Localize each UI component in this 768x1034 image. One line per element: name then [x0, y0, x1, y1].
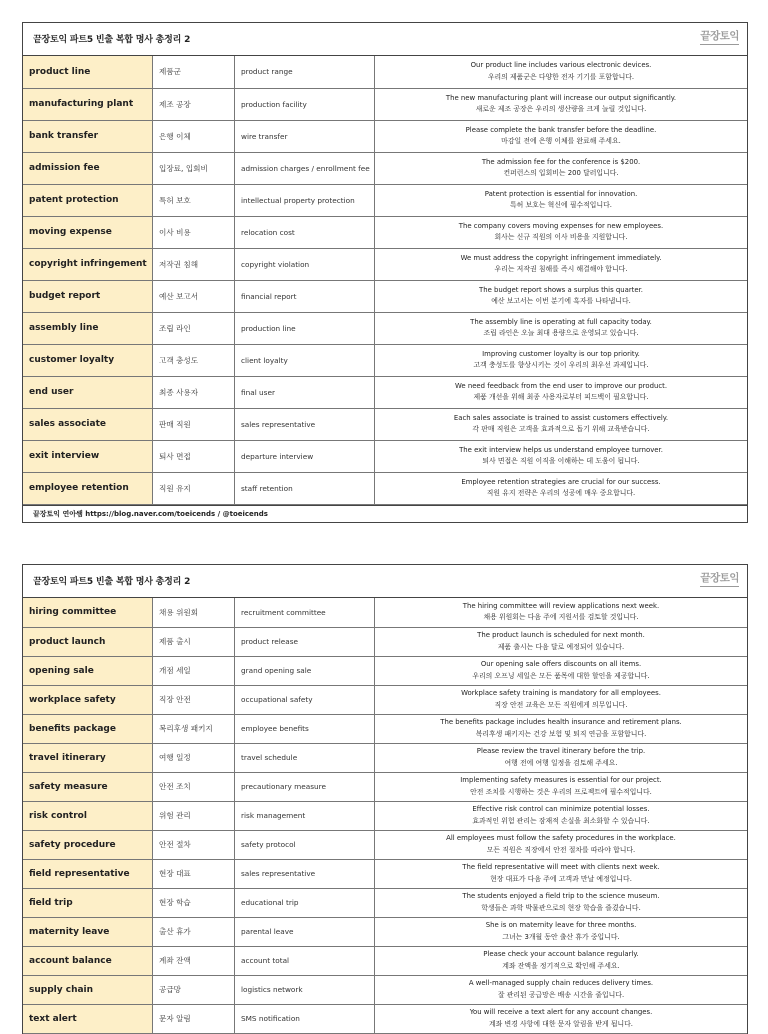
example-cell	[375, 408, 748, 440]
example-cell	[375, 184, 748, 216]
brand-logo: 끝장토익	[700, 28, 739, 45]
example-korean: 안전 조치를 시행하는 것은 우리의 프로젝트에 필수적입니다.	[470, 787, 652, 796]
synonym-cell: admission charges / enrollment fee	[235, 152, 375, 184]
example-korean: 우리의 제품군은 다양한 전자 기기를 포함합니다.	[487, 72, 635, 81]
korean-meaning-cell: 여행 일정	[153, 743, 235, 772]
korean-meaning-cell: 최종 사용자	[153, 376, 235, 408]
example-english: The new manufacturing plant will increase our output significantly.	[445, 93, 677, 102]
term-cell: admission fee	[23, 152, 153, 184]
example-cell	[375, 88, 748, 120]
korean-meaning-cell: 복리후생 패키지	[153, 714, 235, 743]
sheet-title: 끝장토익 파트5 빈출 복합 명사 총정리 2	[33, 577, 191, 587]
example-english: Implementing safety measures is essential for our project.	[460, 776, 662, 784]
term-cell: assembly line	[23, 312, 153, 344]
example-english: Our opening sale offers discounts on all items.	[480, 660, 642, 668]
vocab-table	[23, 56, 747, 505]
example-korean: 우리는 저작권 침해를 즉시 해결해야 합니다.	[494, 265, 628, 273]
example-cell	[375, 472, 748, 504]
korean-meaning-cell: 특허 보호	[153, 184, 235, 216]
table-row	[23, 216, 747, 248]
synonym-cell: production line	[235, 312, 375, 344]
example-cell	[375, 975, 748, 1004]
example-cell	[375, 152, 748, 184]
table-row	[23, 152, 747, 184]
example-english: The admission fee for the conference is $200.	[481, 157, 641, 166]
term-cell: copyright infringement	[23, 248, 153, 280]
term-cell: hiring committee	[23, 598, 153, 627]
example-english: Employee retention strategies are crucial for our success.	[461, 477, 661, 486]
korean-meaning-cell: 안전 조치	[153, 772, 235, 801]
korean-meaning-cell: 직장 안전	[153, 685, 235, 714]
korean-meaning-cell: 현장 대표	[153, 859, 235, 888]
table-row	[23, 714, 747, 743]
synonym-cell: intellectual property protection	[235, 184, 375, 216]
example-cell	[375, 714, 748, 743]
synonym-cell: product release	[235, 627, 375, 656]
table-row	[23, 184, 747, 216]
example-cell	[375, 440, 748, 472]
example-english: She is on maternity leave for three months.	[485, 921, 637, 929]
term-cell: workplace safety	[23, 685, 153, 714]
korean-meaning-cell: 제품 출시	[153, 627, 235, 656]
synonym-cell: financial report	[235, 280, 375, 312]
example-cell	[375, 598, 748, 627]
example-english: Effective risk control can minimize potential losses.	[472, 805, 650, 813]
example-cell	[375, 280, 748, 312]
example-english: The company covers moving expenses for new employees.	[458, 221, 664, 230]
example-cell	[375, 216, 748, 248]
example-english: The budget report shows a surplus this quarter.	[479, 285, 643, 294]
term-cell: text alert	[23, 1004, 153, 1033]
example-korean: 현장 대표가 다음 주에 고객과 만날 예정입니다.	[490, 874, 632, 883]
example-korean: 계좌 변경 사항에 대한 문자 알림을 받게 됩니다.	[489, 1019, 633, 1028]
example-korean: 직원 유지 전략은 우리의 성공에 매우 중요합니다.	[486, 489, 636, 497]
example-korean: 잘 관리된 공급망은 배송 시간을 줄입니다.	[497, 990, 625, 999]
table-row	[23, 376, 747, 408]
sheet-header	[23, 565, 747, 598]
example-korean: 조립 라인은 오늘 최대 용량으로 운영되고 있습니다.	[483, 329, 639, 337]
synonym-cell: recruitment committee	[235, 598, 375, 627]
example-cell	[375, 376, 748, 408]
table-row	[23, 248, 747, 280]
example-korean: 컨퍼런스의 입회비는 200 달러입니다.	[503, 169, 619, 177]
synonym-cell: safety protocol	[235, 830, 375, 859]
table-row	[23, 801, 747, 830]
synonym-cell: sales representative	[235, 859, 375, 888]
vocab-table	[23, 598, 747, 1034]
synonym-cell: staff retention	[235, 472, 375, 504]
example-cell	[375, 627, 748, 656]
table-row	[23, 344, 747, 376]
example-cell	[375, 743, 748, 772]
synonym-cell: client loyalty	[235, 344, 375, 376]
synonym-cell: travel schedule	[235, 743, 375, 772]
example-korean: 복리후생 패키지는 건강 보험 및 퇴직 연금을 포함합니다.	[475, 729, 647, 738]
synonym-cell: precautionary measure	[235, 772, 375, 801]
example-english: You will receive a text alert for any account changes.	[469, 1008, 653, 1016]
korean-meaning-cell: 이사 비용	[153, 216, 235, 248]
example-korean: 새로운 제조 공장은 우리의 생산량을 크게 늘릴 것입니다.	[475, 105, 647, 113]
korean-meaning-cell: 현장 학습	[153, 888, 235, 917]
sheet-footer	[23, 505, 747, 522]
example-english: We need feedback from the end user to improve our product.	[454, 381, 668, 390]
term-cell: field trip	[23, 888, 153, 917]
example-english: Please review the travel itinerary before the trip.	[476, 747, 646, 755]
synonym-cell: occupational safety	[235, 685, 375, 714]
korean-meaning-cell: 고객 충성도	[153, 344, 235, 376]
example-cell	[375, 801, 748, 830]
synonym-cell: departure interview	[235, 440, 375, 472]
example-cell	[375, 830, 748, 859]
term-cell: manufacturing plant	[23, 88, 153, 120]
synonym-cell: wire transfer	[235, 120, 375, 152]
example-english: Our product line includes various electronic devices.	[470, 61, 652, 70]
table-row	[23, 1004, 747, 1033]
sheet-header	[23, 23, 747, 56]
korean-meaning-cell: 계좌 잔액	[153, 946, 235, 975]
example-english: The students enjoyed a field trip to the science museum.	[462, 892, 660, 900]
synonym-cell: employee benefits	[235, 714, 375, 743]
example-korean: 그녀는 3개월 동안 출산 휴가 중입니다.	[502, 932, 620, 941]
example-cell	[375, 888, 748, 917]
synonym-cell: educational trip	[235, 888, 375, 917]
example-cell	[375, 917, 748, 946]
term-cell: product launch	[23, 627, 153, 656]
korean-meaning-cell: 개점 세일	[153, 656, 235, 685]
korean-meaning-cell: 저작권 침해	[153, 248, 235, 280]
synonym-cell: grand opening sale	[235, 656, 375, 685]
term-cell: account balance	[23, 946, 153, 975]
example-english: The field representative will meet with clients next week.	[462, 863, 660, 871]
vocab-sheet	[22, 564, 748, 1034]
term-cell: product line	[23, 56, 153, 88]
example-english: Workplace safety training is mandatory for all employees.	[461, 689, 661, 697]
example-korean: 특허 보호는 혁신에 필수적입니다.	[510, 201, 612, 209]
term-cell: patent protection	[23, 184, 153, 216]
example-cell	[375, 685, 748, 714]
example-english: We must address the copyright infringement immediately.	[460, 253, 662, 262]
korean-meaning-cell: 출산 휴가	[153, 917, 235, 946]
example-english: A well-managed supply chain reduces delivery times.	[468, 979, 654, 987]
example-korean: 예산 보고서는 이번 분기에 흑자를 나타냅니다.	[491, 297, 631, 305]
example-english: Please check your account balance regularly.	[483, 950, 639, 958]
example-cell	[375, 248, 748, 280]
term-cell: customer loyalty	[23, 344, 153, 376]
term-cell: supply chain	[23, 975, 153, 1004]
table-row	[23, 472, 747, 504]
synonym-cell: sales representative	[235, 408, 375, 440]
example-korean: 효과적인 위험 관리는 잠재적 손실을 최소화할 수 있습니다.	[472, 816, 650, 825]
term-cell: benefits package	[23, 714, 153, 743]
example-english: Improving customer loyalty is our top priority.	[482, 349, 640, 358]
term-cell: risk control	[23, 801, 153, 830]
term-cell: sales associate	[23, 408, 153, 440]
table-row	[23, 685, 747, 714]
korean-meaning-cell: 제조 공장	[153, 88, 235, 120]
table-row	[23, 440, 747, 472]
korean-meaning-cell: 퇴사 면접	[153, 440, 235, 472]
table-row	[23, 743, 747, 772]
table-row	[23, 830, 747, 859]
example-cell	[375, 859, 748, 888]
table-row	[23, 312, 747, 344]
vocab-sheet	[22, 22, 748, 523]
korean-meaning-cell: 판매 직원	[153, 408, 235, 440]
synonym-cell: risk management	[235, 801, 375, 830]
example-korean: 제품 출시는 다음 달로 예정되어 있습니다.	[497, 642, 625, 651]
term-cell: maternity leave	[23, 917, 153, 946]
table-row	[23, 598, 747, 627]
table-row	[23, 888, 747, 917]
example-cell	[375, 946, 748, 975]
example-cell	[375, 56, 748, 88]
example-english: Please complete the bank transfer before the deadline.	[465, 125, 657, 134]
example-english: All employees must follow the safety procedures in the workplace.	[446, 834, 676, 842]
korean-meaning-cell: 안전 절차	[153, 830, 235, 859]
term-cell: opening sale	[23, 656, 153, 685]
term-cell: safety procedure	[23, 830, 153, 859]
example-korean: 직장 안전 교육은 모든 직원에게 의무입니다.	[494, 700, 628, 709]
example-english: The exit interview helps us understand employee turnover.	[459, 445, 663, 454]
table-row	[23, 56, 747, 88]
example-english: Patent protection is essential for innovation.	[484, 189, 638, 198]
synonym-cell: account total	[235, 946, 375, 975]
example-korean: 마감일 전에 은행 이체를 완료해 주세요.	[501, 137, 621, 145]
korean-meaning-cell: 위험 관리	[153, 801, 235, 830]
korean-meaning-cell: 예산 보고서	[153, 280, 235, 312]
example-cell	[375, 120, 748, 152]
korean-meaning-cell: 채용 위원회	[153, 598, 235, 627]
synonym-cell: production facility	[235, 88, 375, 120]
table-row	[23, 627, 747, 656]
example-english: The hiring committee will review applications next week.	[462, 601, 660, 610]
example-korean: 학생들은 과학 박물관으로의 현장 학습을 즐겼습니다.	[481, 903, 641, 912]
korean-meaning-cell: 입장료, 입회비	[153, 152, 235, 184]
term-cell: field representative	[23, 859, 153, 888]
table-row	[23, 280, 747, 312]
example-korean: 채용 위원회는 다음 주에 지원서를 검토할 것입니다.	[483, 613, 639, 622]
example-korean: 계좌 잔액을 정기적으로 확인해 주세요.	[502, 961, 620, 970]
example-korean: 모든 직원은 직장에서 안전 절차를 따라야 합니다.	[486, 845, 636, 854]
synonym-cell: final user	[235, 376, 375, 408]
example-english: The product launch is scheduled for next month.	[477, 631, 645, 639]
example-korean: 퇴사 면접은 직원 이직을 이해하는 데 도움이 됩니다.	[482, 457, 640, 465]
example-cell	[375, 312, 748, 344]
example-korean: 우리의 오프닝 세일은 모든 품목에 대한 할인을 제공합니다.	[472, 671, 650, 680]
table-row	[23, 975, 747, 1004]
korean-meaning-cell: 조립 라인	[153, 312, 235, 344]
term-cell: moving expense	[23, 216, 153, 248]
term-cell: budget report	[23, 280, 153, 312]
example-korean: 여행 전에 여행 일정을 검토해 주세요.	[504, 758, 618, 767]
example-korean: 회사는 신규 직원의 이사 비용을 지원합니다.	[494, 233, 628, 241]
example-cell	[375, 1004, 748, 1033]
synonym-cell: logistics network	[235, 975, 375, 1004]
term-cell: end user	[23, 376, 153, 408]
sheet-title: 끝장토익 파트5 빈출 복합 명사 총정리 2	[33, 35, 191, 45]
example-cell	[375, 656, 748, 685]
example-english: The benefits package includes health insurance and retirement plans.	[440, 718, 682, 726]
example-korean: 제품 개선을 위해 최종 사용자로부터 피드백이 필요합니다.	[473, 393, 649, 401]
table-row	[23, 88, 747, 120]
table-row	[23, 946, 747, 975]
term-cell: exit interview	[23, 440, 153, 472]
brand-logo: 끝장토익	[700, 570, 739, 587]
example-cell	[375, 772, 748, 801]
table-row	[23, 772, 747, 801]
synonym-cell: parental leave	[235, 917, 375, 946]
korean-meaning-cell: 공급망	[153, 975, 235, 1004]
synonym-cell: copyright violation	[235, 248, 375, 280]
footer-credit: 끝장토익 연아쌤 https://blog.naver.com/toeicends / @toeicends	[33, 509, 268, 518]
table-row	[23, 917, 747, 946]
term-cell: employee retention	[23, 472, 153, 504]
korean-meaning-cell: 은행 이체	[153, 120, 235, 152]
term-cell: bank transfer	[23, 120, 153, 152]
example-cell	[375, 344, 748, 376]
table-row	[23, 656, 747, 685]
synonym-cell: SMS notification	[235, 1004, 375, 1033]
table-row	[23, 120, 747, 152]
synonym-cell: product range	[235, 56, 375, 88]
term-cell: travel itinerary	[23, 743, 153, 772]
table-row	[23, 859, 747, 888]
term-cell: safety measure	[23, 772, 153, 801]
korean-meaning-cell: 문자 알림	[153, 1004, 235, 1033]
table-row	[23, 408, 747, 440]
synonym-cell: relocation cost	[235, 216, 375, 248]
example-korean: 각 판매 직원은 고객을 효과적으로 돕기 위해 교육받습니다.	[472, 425, 650, 433]
korean-meaning-cell: 제품군	[153, 56, 235, 88]
example-english: The assembly line is operating at full capacity today.	[470, 317, 652, 326]
korean-meaning-cell: 직원 유지	[153, 472, 235, 504]
example-korean: 고객 충성도를 향상시키는 것이 우리의 최우선 과제입니다.	[473, 361, 649, 369]
example-english: Each sales associate is trained to assist customers effectively.	[453, 413, 669, 422]
